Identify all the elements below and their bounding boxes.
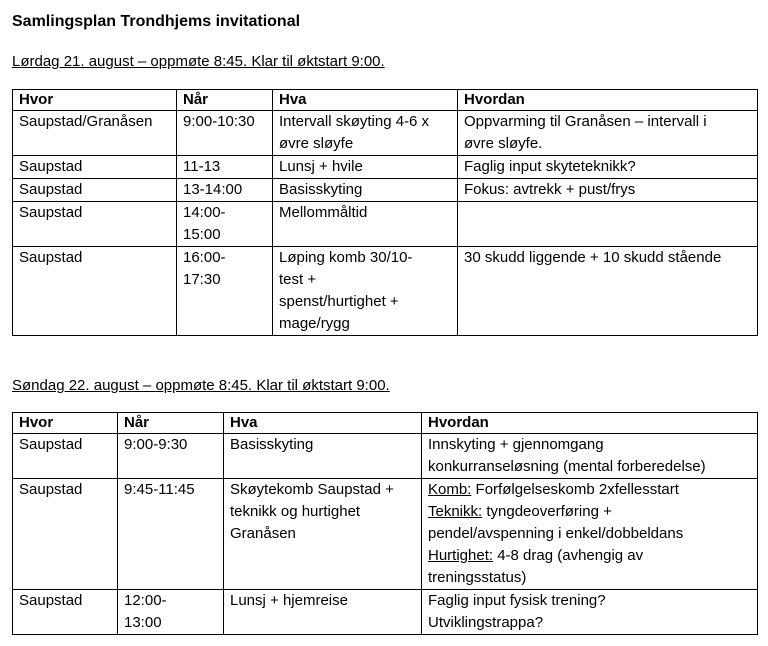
day1-heading: Lørdag 21. august – oppmøte 8:45. Klar til øktstart 9:00. [12, 53, 385, 70]
line-text: 4-8 drag (avhengig av [493, 547, 644, 564]
day2-schedule-table [12, 412, 758, 635]
cell-line: 14:00- [183, 204, 226, 221]
cell-line: 11-13 [183, 158, 221, 175]
cell-line: treningsstatus) [428, 569, 527, 586]
cell-line: øvre sløyfe. [464, 135, 543, 152]
underlined-label-komb: Komb: [428, 481, 472, 498]
cell-hvor: Saupstad [13, 434, 118, 479]
cell-line [428, 479, 751, 501]
column-header-hvordan: Hvordan [458, 90, 758, 111]
column-header-hva: Hva [273, 90, 458, 111]
cell-line: Skøytekomb Saupstad + [230, 481, 394, 498]
cell-naar [177, 111, 273, 156]
cell-line: 12:00- [124, 592, 167, 609]
column-header-hvor: Hvor [13, 90, 177, 111]
table-row [13, 156, 758, 179]
table-row [13, 111, 758, 156]
table-row [13, 590, 758, 635]
table-row [13, 179, 758, 202]
cell-hvor: Saupstad/Granåsen [13, 111, 177, 156]
cell-hvordan [458, 111, 758, 156]
cell-hva [224, 434, 422, 479]
cell-naar [177, 202, 273, 247]
cell-line: mage/rygg [279, 315, 350, 332]
column-header-naar: Når [118, 413, 224, 434]
cell-hvordan [422, 479, 758, 590]
cell-line: Granåsen [230, 525, 296, 542]
cell-line: Basisskyting [230, 436, 314, 453]
column-header-hva: Hva [224, 413, 422, 434]
cell-hva [273, 111, 458, 156]
table-row [13, 479, 758, 590]
cell-hvor: Saupstad [13, 202, 177, 247]
table-header-row [13, 90, 758, 111]
cell-naar [118, 479, 224, 590]
cell-hvordan [422, 590, 758, 635]
cell-hvor: Saupstad [13, 247, 177, 336]
cell-hva [273, 179, 458, 202]
cell-line: 9:00-9:30 [124, 436, 188, 453]
cell-line: 30 skudd liggende + 10 skudd stående [464, 249, 722, 266]
cell-line: 15:00 [183, 226, 221, 243]
cell-line: pendel/avspenning i enkel/dobbeldans [428, 525, 684, 542]
cell-hvordan [458, 247, 758, 336]
document-title: Samlingsplan Trondhjems invitational [12, 13, 301, 30]
cell-line: Fokus: avtrekk + pust/frys [464, 181, 636, 198]
cell-line: konkurranseløsning (mental forberedelse) [428, 458, 706, 475]
cell-hva [273, 202, 458, 247]
cell-line: 9:00-10:30 [183, 113, 255, 130]
cell-naar [177, 247, 273, 336]
cell-hva [273, 156, 458, 179]
column-header-naar: Når [177, 90, 273, 111]
cell-hva [224, 479, 422, 590]
cell-naar [118, 434, 224, 479]
table-row [13, 434, 758, 479]
cell-line: Løping komb 30/10- [279, 249, 413, 266]
cell-line: teknikk og hurtighet [230, 503, 361, 520]
cell-line: spenst/hurtighet + [279, 293, 399, 310]
underlined-label-hurtighet: Hurtighet: [428, 547, 494, 564]
cell-line [428, 501, 751, 523]
cell-line: øvre sløyfe [279, 135, 354, 152]
cell-line: Intervall skøyting 4-6 x [279, 113, 430, 130]
cell-line: 13-14:00 [183, 181, 243, 198]
cell-hva [273, 247, 458, 336]
cell-hvor: Saupstad [13, 590, 118, 635]
cell-line: Innskyting + gjennomgang [428, 436, 604, 453]
day1-schedule-table [12, 89, 758, 336]
cell-line: Mellommåltid [279, 204, 368, 221]
cell-hvordan [458, 202, 758, 247]
cell-line: 16:00- [183, 249, 226, 266]
cell-line: Lunsj + hjemreise [230, 592, 348, 609]
cell-hva [224, 590, 422, 635]
cell-line [428, 545, 751, 567]
cell-line: 9:45-11:45 [124, 481, 195, 498]
column-header-hvor: Hvor [13, 413, 118, 434]
cell-line: Utviklingstrappa? [428, 614, 544, 631]
line-text: tyngdeoverføring + [482, 503, 612, 520]
cell-naar [177, 156, 273, 179]
cell-line: 13:00 [124, 614, 162, 631]
table-row [13, 202, 758, 247]
cell-line: Faglig input skyteteknikk? [464, 158, 636, 175]
cell-line: test + [279, 271, 317, 288]
table-header-row [13, 413, 758, 434]
cell-line: Basisskyting [279, 181, 363, 198]
column-header-hvordan: Hvordan [422, 413, 758, 434]
table-row [13, 247, 758, 336]
cell-hvordan [458, 179, 758, 202]
cell-hvor: Saupstad [13, 156, 177, 179]
day2-heading: Søndag 22. august – oppmøte 8:45. Klar til øktstart 9:00. [12, 377, 390, 394]
underlined-label-teknikk: Teknikk: [428, 503, 483, 520]
cell-hvordan [422, 434, 758, 479]
line-text: Forfølgelseskomb 2xfellesstart [471, 481, 679, 498]
cell-naar [118, 590, 224, 635]
cell-line: 17:30 [183, 271, 221, 288]
cell-hvordan [458, 156, 758, 179]
cell-naar [177, 179, 273, 202]
cell-hvor: Saupstad [13, 179, 177, 202]
cell-line: Lunsj + hvile [279, 158, 363, 175]
cell-hvor: Saupstad [13, 479, 118, 590]
cell-line: Faglig input fysisk trening? [428, 592, 606, 609]
cell-line: Oppvarming til Granåsen – intervall i [464, 113, 707, 130]
